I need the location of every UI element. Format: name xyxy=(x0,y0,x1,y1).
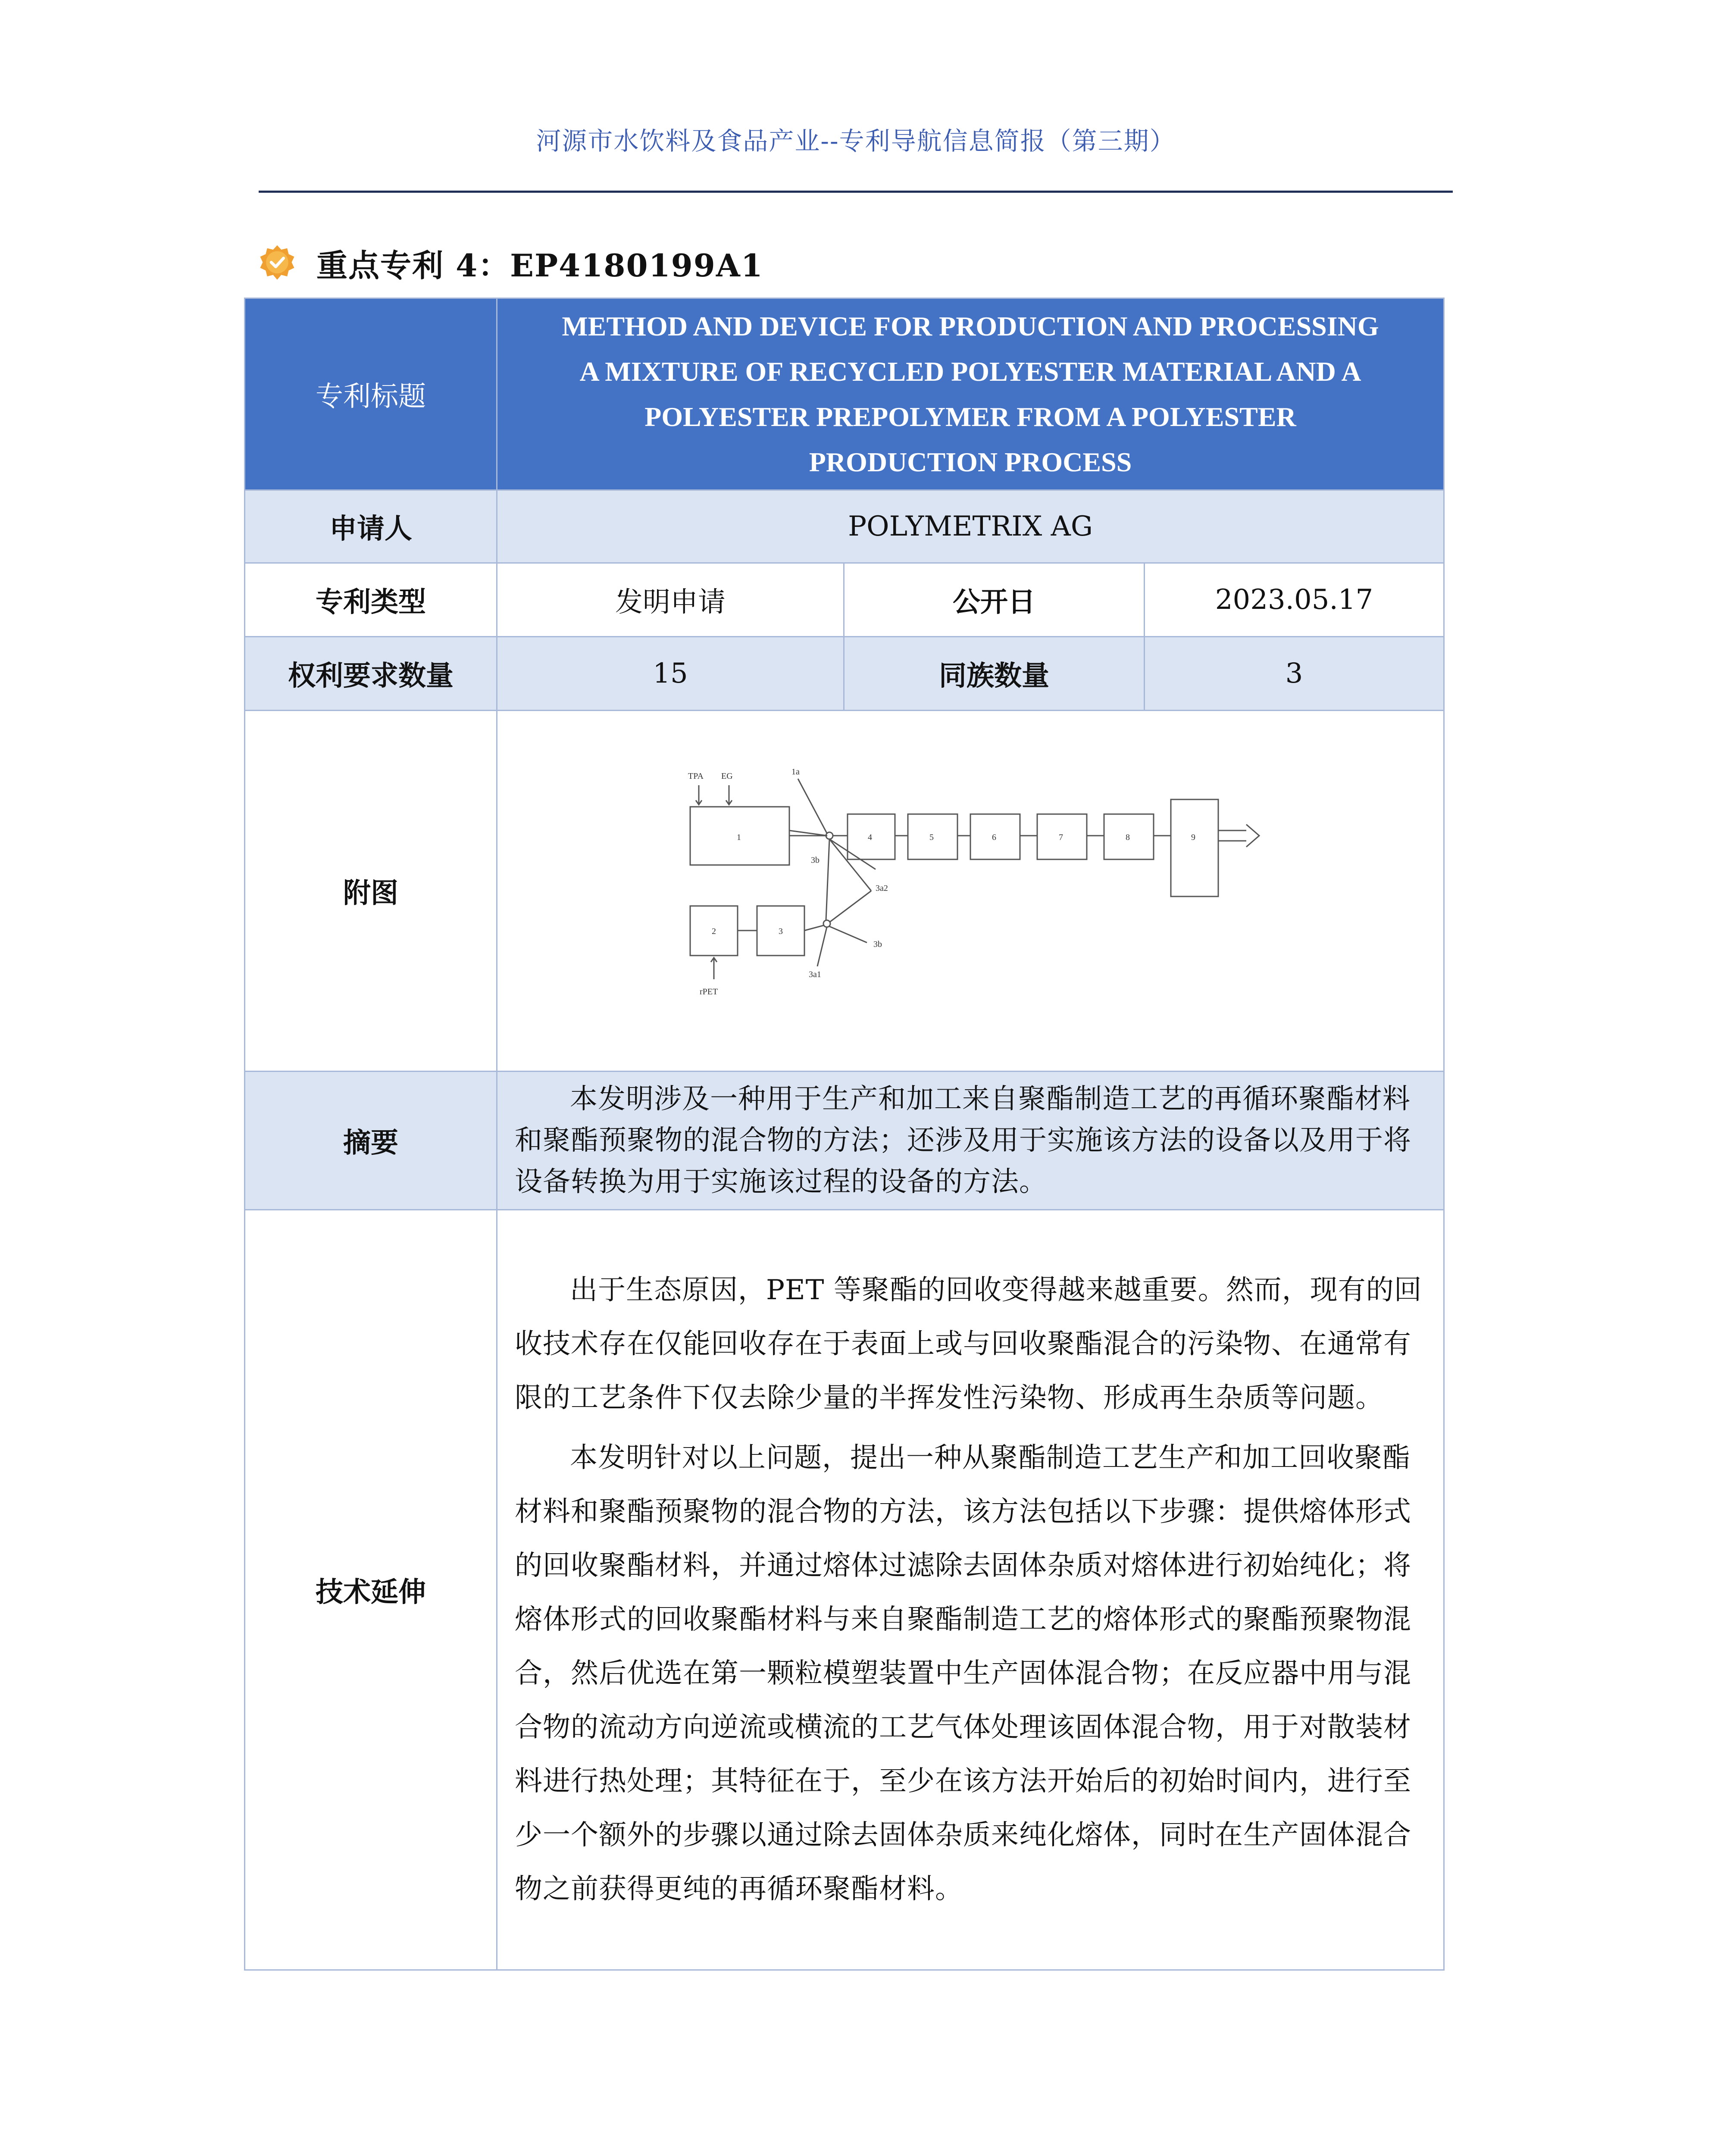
family-value: 3 xyxy=(1145,637,1444,711)
patent-title xyxy=(497,298,1444,490)
extension-cell xyxy=(497,1210,1444,1970)
patent-title-line: POLYESTER PREPOLYMER FROM A POLYESTER xyxy=(644,401,1296,432)
extension-paragraph: 出于生态原因，PET 等聚酯的回收变得越来越重要。然而，现有的回收技术存在仅能回收存在于表面上或与回收聚酯混合的污染物、在通常有限的工艺条件下仅去除少量的半挥发性污染物、形成再生杂质等问题。 xyxy=(515,1274,1422,1414)
extension-label: 技术延伸 xyxy=(245,1210,497,1970)
extension-body xyxy=(497,1259,1443,1921)
type-value: 发明申请 xyxy=(497,563,844,637)
applicant-value: POLYMETRIX AG xyxy=(497,490,1444,563)
figure-row xyxy=(245,711,1444,1072)
patent-title-line: PRODUCTION PROCESS xyxy=(809,447,1132,477)
figure-box-label: 9 xyxy=(1191,833,1196,842)
claims-value: 15 xyxy=(497,637,844,711)
patent-figure xyxy=(669,761,1272,1020)
figure-box-label: 1 xyxy=(737,833,741,842)
figure-box-label: 8 xyxy=(1126,833,1130,842)
figure-cell xyxy=(497,711,1444,1072)
figure-label: 附图 xyxy=(245,711,497,1072)
check-badge-icon xyxy=(259,244,296,282)
type-row xyxy=(245,563,1444,637)
pubdate-value: 2023.05.17 xyxy=(1145,563,1444,637)
figure-callout: 3a2 xyxy=(876,884,888,893)
title-label: 专利标题 xyxy=(245,298,497,490)
figure-box-label: 4 xyxy=(868,833,873,842)
claims-label: 权利要求数量 xyxy=(245,637,497,711)
figure-box-label: 5 xyxy=(929,833,934,842)
figure-input-label: rPET xyxy=(700,987,718,997)
figure-box-label: 7 xyxy=(1059,833,1064,842)
figure-callout: 3b xyxy=(873,940,882,949)
abstract-cell xyxy=(497,1072,1444,1210)
figure-feed-label: TPA xyxy=(688,771,704,781)
type-label: 专利类型 xyxy=(245,563,497,637)
claims-row xyxy=(245,637,1444,711)
extension-paragraph: 本发明针对以上问题，提出一种从聚酯制造工艺生产和加工回收聚酯材料和聚酯预聚物的混合物的方法，该方法包括以下步骤：提供熔体形式的回收聚酯材料，并通过熔体过滤除去固体杂质对熔体进行初始纯化；将熔体形式的回收聚酯材料与来自聚酯制造工艺的熔体形式的聚酯预聚物混合，然后优选在第一颗粒模塑装置中生产固体混合物；在反应器中用与混合物的流动方向逆流或横流的工艺气体处理该固体混合物，用于对散装材料进行热处理；其特征在于，至少在该方法开始后的初始时间内，进行至少一个额外的步骤以通过除去固体杂质来纯化熔体，同时在生产固体混合物之前获得更纯的再循环聚酯材料。 xyxy=(515,1442,1411,1905)
figure-feed-label: EG xyxy=(721,771,733,781)
section-title: 重点专利 4：EP4180199A1 xyxy=(316,247,763,284)
figure-callout: 1a xyxy=(791,767,800,777)
family-label: 同族数量 xyxy=(844,637,1145,711)
abstract-label: 摘要 xyxy=(245,1072,497,1210)
title-row xyxy=(245,298,1444,490)
figure-callout: 3a1 xyxy=(809,970,821,979)
patent-title-line: METHOD AND DEVICE FOR PRODUCTION AND PROCESSING xyxy=(562,311,1379,342)
patent-info-table xyxy=(244,298,1445,1971)
applicant-label: 申请人 xyxy=(245,490,497,563)
running-header: 河源市水饮料及食品产业--专利导航信息简报（第三期） xyxy=(536,126,1176,156)
patent-title-line: A MIXTURE OF RECYCLED POLYESTER MATERIAL AND A xyxy=(579,356,1361,387)
header-rule xyxy=(259,191,1453,193)
figure-box-label: 3 xyxy=(779,927,783,936)
figure-box-label: 2 xyxy=(712,927,716,936)
figure-box-label: 6 xyxy=(992,833,997,842)
abstract-text: 本发明涉及一种用于生产和加工来自聚酯制造工艺的再循环聚酯材料和聚酯预聚物的混合物的方法；还涉及用于实施该方法的设备以及用于将设备转换为用于实施该过程的设备的方法。 xyxy=(515,1083,1411,1198)
figure-callout: 3b xyxy=(811,856,820,865)
section-heading xyxy=(259,239,763,287)
abstract-row xyxy=(245,1072,1444,1210)
applicant-row xyxy=(245,490,1444,563)
pubdate-label: 公开日 xyxy=(844,563,1145,637)
extension-row xyxy=(245,1210,1444,1970)
